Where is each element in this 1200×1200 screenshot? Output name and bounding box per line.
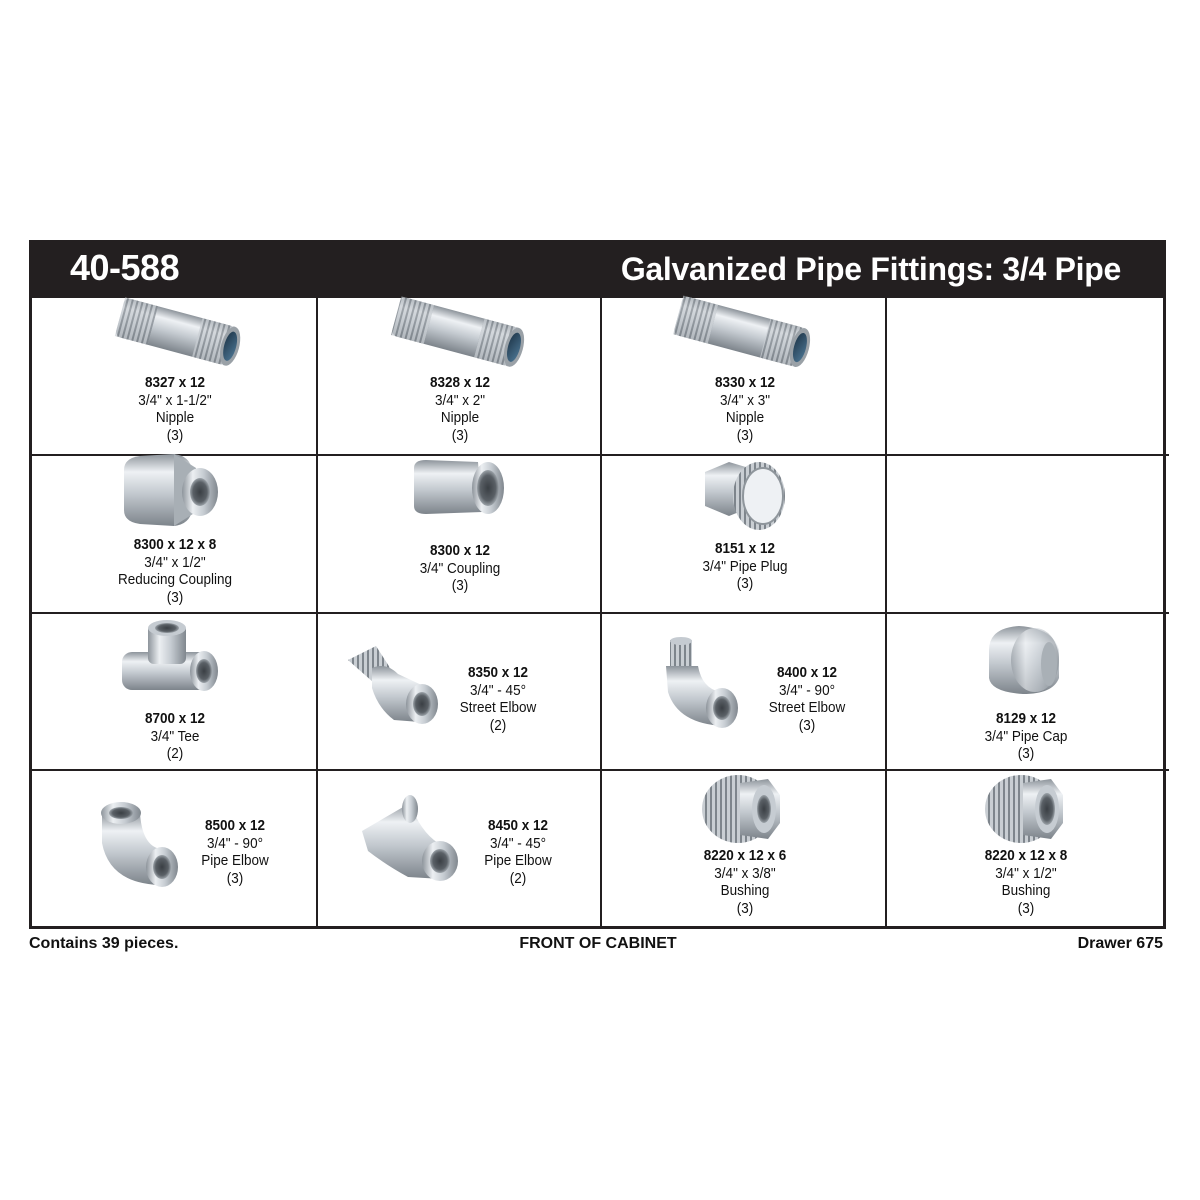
item-size: 3/4" Coupling xyxy=(419,559,501,577)
item-sku: 8350 x 12 xyxy=(467,664,529,681)
item-label xyxy=(673,847,817,917)
nipple-icon xyxy=(388,290,526,374)
item-qty: (2) xyxy=(509,869,527,887)
grid-cell-pipe-plug xyxy=(602,456,887,614)
pipe-plug-icon xyxy=(699,458,791,536)
grid-cell-reducing-coupling xyxy=(32,456,318,614)
bushing-icon xyxy=(983,771,1067,847)
grid-cell-tee xyxy=(32,614,318,771)
item-sku: 8400 x 12 xyxy=(776,664,838,681)
fittings-grid xyxy=(29,298,1166,929)
item-label xyxy=(673,540,817,593)
item-label xyxy=(446,817,590,887)
item-label xyxy=(954,710,1098,763)
item-size: 3/4" x 1/2" xyxy=(144,553,206,571)
item-label xyxy=(103,536,247,606)
item-qty: (3) xyxy=(451,426,469,444)
grid-cell-bushing-1-2 xyxy=(887,771,1169,929)
item-size: 3/4" x 1/2" xyxy=(995,864,1057,882)
grid-cell-pipe-elbow-45 xyxy=(318,771,602,929)
drawer-number: Drawer 675 xyxy=(1077,935,1163,952)
item-label xyxy=(388,374,532,444)
item-qty: (3) xyxy=(736,575,754,592)
item-name: Reducing Coupling xyxy=(117,571,233,588)
product-card xyxy=(29,240,1166,929)
pipe-cap-icon xyxy=(983,620,1067,698)
item-qty: (3) xyxy=(166,588,184,606)
item-sku: 8300 x 12 xyxy=(429,542,491,559)
item-qty: (3) xyxy=(166,426,184,444)
grid-cell-nipple-2 xyxy=(318,298,602,456)
item-size: 3/4" x 1-1/2" xyxy=(138,391,212,409)
item-name: Pipe Elbow xyxy=(484,852,552,869)
grid-cell-pipe-elbow-90 xyxy=(32,771,318,929)
item-qty: (3) xyxy=(736,899,754,917)
item-label xyxy=(103,710,247,763)
grid-cell-coupling xyxy=(318,456,602,614)
item-sku: 8300 x 12 x 8 xyxy=(133,536,217,553)
item-sku: 8129 x 12 xyxy=(995,710,1057,727)
item-size: 3/4" - 90° xyxy=(779,681,835,699)
item-qty: (3) xyxy=(226,869,244,887)
reducing-coupling-icon xyxy=(118,448,222,532)
item-label xyxy=(426,664,570,734)
product-title: Galvanized Pipe Fittings: 3/4 Pipe xyxy=(620,251,1121,287)
grid-cell-nipple-1-1-2 xyxy=(32,298,318,456)
item-qty: (3) xyxy=(1017,899,1035,917)
item-label xyxy=(388,542,532,595)
grid-cell-street-elbow-90 xyxy=(602,614,887,771)
item-qty: (2) xyxy=(166,745,184,762)
item-qty: (3) xyxy=(798,716,816,734)
item-size: 3/4" - 45° xyxy=(490,834,546,852)
item-label xyxy=(163,817,307,887)
grid-cell-pipe-cap xyxy=(887,614,1169,771)
item-size: 3/4" x 2" xyxy=(434,391,486,409)
item-sku: 8220 x 12 x 8 xyxy=(984,847,1068,864)
item-label xyxy=(954,847,1098,917)
item-sku: 8220 x 12 x 6 xyxy=(703,847,787,864)
item-size: 3/4" Pipe Cap xyxy=(984,727,1068,745)
item-name: Pipe Elbow xyxy=(201,852,269,869)
coupling-icon xyxy=(408,456,508,518)
item-sku: 8328 x 12 xyxy=(429,374,491,391)
item-name: Street Elbow xyxy=(459,699,537,716)
short-nipple-icon xyxy=(110,290,245,374)
item-name: Bushing xyxy=(1001,882,1051,899)
item-size: 3/4" - 90° xyxy=(207,834,263,852)
item-sku: 8500 x 12 xyxy=(204,817,266,834)
item-name: Street Elbow xyxy=(768,699,846,716)
item-sku: 8700 x 12 xyxy=(144,710,206,727)
grid-cell-nipple-3 xyxy=(602,298,887,456)
piece-count: Contains 39 pieces. xyxy=(29,935,179,952)
item-size: 3/4" x 3/8" xyxy=(714,864,776,882)
grid-cell-empty-2 xyxy=(887,456,1169,614)
product-code: 40-588 xyxy=(70,247,180,288)
street-elbow-90-icon xyxy=(664,636,744,730)
bushing-icon xyxy=(700,771,784,847)
cabinet-orientation: FRONT OF CABINET xyxy=(519,935,677,952)
item-sku: 8330 x 12 xyxy=(714,374,776,391)
item-size: 3/4" x 3" xyxy=(719,391,771,409)
item-qty: (2) xyxy=(489,716,507,734)
item-sku: 8327 x 12 xyxy=(144,374,206,391)
item-name: Nipple xyxy=(155,409,195,426)
item-name: Nipple xyxy=(725,409,765,426)
item-sku: 8450 x 12 xyxy=(487,817,549,834)
tee-icon xyxy=(118,618,222,706)
grid-cell-bushing-3-8 xyxy=(602,771,887,929)
grid-cell-street-elbow-45 xyxy=(318,614,602,771)
item-label xyxy=(673,374,817,444)
long-nipple-icon xyxy=(672,290,812,374)
item-name: Nipple xyxy=(440,409,480,426)
item-sku: 8151 x 12 xyxy=(714,540,776,557)
item-label xyxy=(103,374,247,444)
item-size: 3/4" Tee xyxy=(150,727,200,745)
item-label xyxy=(735,664,879,734)
item-size: 3/4" - 45° xyxy=(470,681,526,699)
item-qty: (3) xyxy=(1017,745,1035,762)
item-qty: (3) xyxy=(451,577,469,594)
item-qty: (3) xyxy=(736,426,754,444)
item-size: 3/4" Pipe Plug xyxy=(702,557,788,575)
item-name: Bushing xyxy=(720,882,770,899)
grid-cell-empty-1 xyxy=(887,298,1169,456)
